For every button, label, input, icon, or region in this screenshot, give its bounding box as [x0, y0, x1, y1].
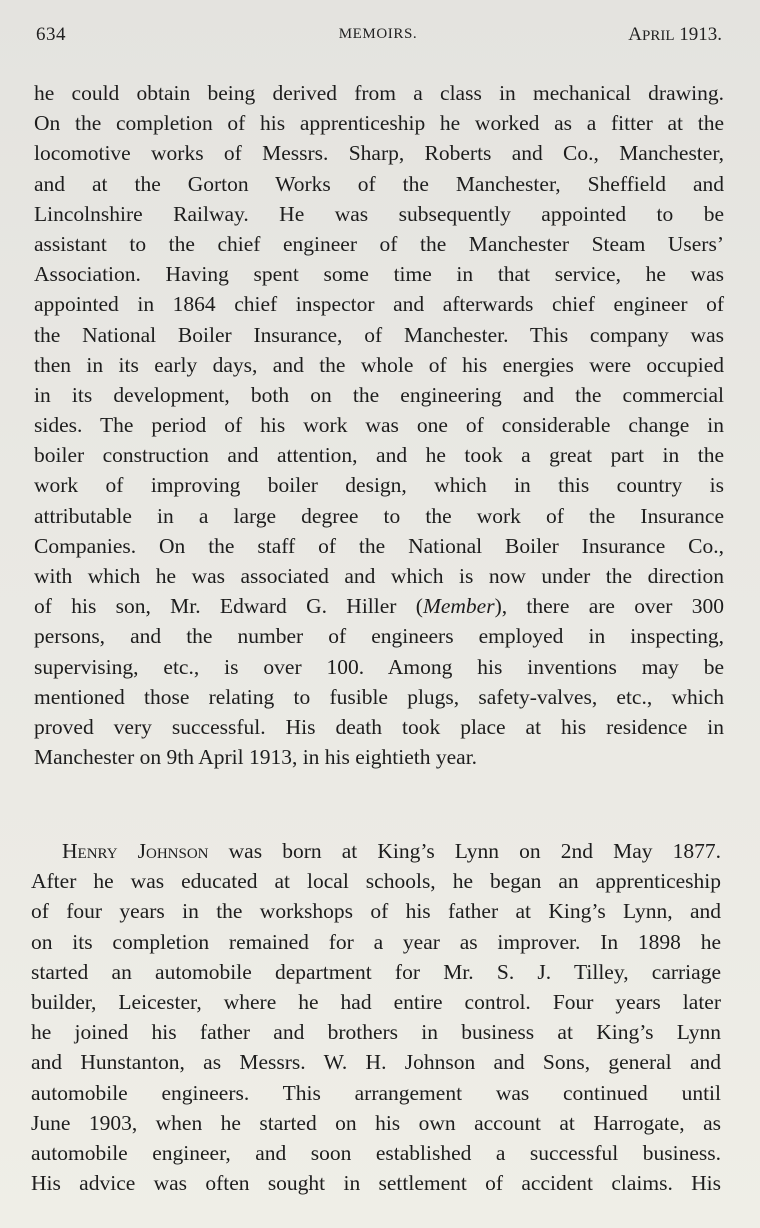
text-line: and Hunstanton, as Messrs. W. H. Johnson and Sons, general and: [31, 1050, 721, 1075]
text-fragment: of his son, Mr. Edward G. Hiller (: [34, 594, 423, 619]
text-line: June 1903, when he started on his own account at Harrogate, as: [31, 1110, 721, 1135]
text-line: His advice was often sought in settlement of accident claims. His: [31, 1171, 721, 1196]
text-line: Manchester on 9th April 1913, in his eightieth year.: [34, 745, 478, 770]
text-line: started an automobile department for Mr. S. J. Tilley, carriage: [31, 959, 721, 984]
member-italic: Member: [422, 594, 495, 619]
issue-date-cap: A: [628, 24, 642, 45]
text-line: work of improving boiler design, which in this country is: [34, 473, 724, 498]
text-fragment: was born at King’s Lynn on 2nd May 1877.: [208, 839, 722, 863]
text-line: sides. The period of his work was one of considerable change in: [34, 413, 724, 438]
running-title: MEMOIRS.: [338, 26, 418, 42]
text-line: boiler construction and attention, and he took a great part in the: [34, 443, 724, 468]
text-line: proved very successful. His death took place at his residence in: [34, 714, 724, 739]
text-line: mentioned those relating to fusible plugs, safety-valves, etc., which: [34, 684, 724, 709]
text-line: Lincolnshire Railway. He was subsequently appointed to be: [34, 201, 724, 226]
text-line: with which he was associated and which is now under the direction: [34, 564, 724, 588]
text-line: persons, and the number of engineers employed in inspecting,: [34, 624, 724, 649]
page-number: 634: [36, 24, 66, 45]
memoir-hiller-paragraph: [34, 78, 724, 772]
text-line: then in its early days, and the whole of his energies were occupied: [34, 352, 724, 377]
text-fragment: ), there are over 300: [494, 594, 725, 619]
text-line: automobile engineers. This arrangement was continued until: [31, 1080, 721, 1105]
text-line: he could obtain being derived from a class in mechanical drawing.: [34, 81, 724, 105]
text-line: appointed in 1864 chief inspector and afterwards chief engineer of: [34, 292, 724, 317]
text-line: Companies. On the staff of the National Boiler Insurance Co.,: [34, 533, 724, 558]
text-line: automobile engineer, and soon established a successful business.: [31, 1140, 721, 1165]
text-line: the National Boiler Insurance, of Manchester. This company was: [34, 322, 724, 347]
text-line: in its development, both on the engineering and the commercial: [34, 382, 724, 407]
text-line: he joined his father and brothers in business at King’s Lynn: [31, 1020, 721, 1045]
text-line-member: [34, 591, 724, 621]
text-line: Association. Having spent some time in that service, he was: [34, 262, 724, 287]
text-line: On the completion of his apprenticeship he worked as a fitter at the: [34, 111, 724, 136]
text-line-first: [31, 836, 721, 866]
memoir-subject-name: Henry Johnson: [62, 839, 209, 863]
issue-date: [628, 24, 722, 46]
issue-date-year: 1913.: [674, 24, 722, 45]
text-line: builder, Leicester, where he had entire control. Four years later: [31, 989, 721, 1014]
text-line: attributable in a large degree to the work of the Insurance: [34, 503, 724, 528]
running-header: [34, 24, 722, 54]
text-line: of four years in the workshops of his father at King’s Lynn, and: [31, 899, 721, 924]
text-line: After he was educated at local schools, he began an apprenticeship: [31, 869, 721, 894]
text-line: supervising, etc., is over 100. Among his inventions may be: [34, 654, 724, 679]
text-line: on its completion remained for a year as improver. In 1898 he: [31, 929, 721, 954]
text-line: and at the Gorton Works of the Manchester, Sheffield and: [34, 171, 724, 196]
text-line: locomotive works of Messrs. Sharp, Roberts and Co., Manchester,: [34, 141, 724, 166]
issue-date-month: PRIL: [641, 28, 675, 44]
memoir-johnson-paragraph: [31, 836, 721, 1198]
text-line: assistant to the chief engineer of the Manchester Steam Users’: [34, 231, 724, 256]
